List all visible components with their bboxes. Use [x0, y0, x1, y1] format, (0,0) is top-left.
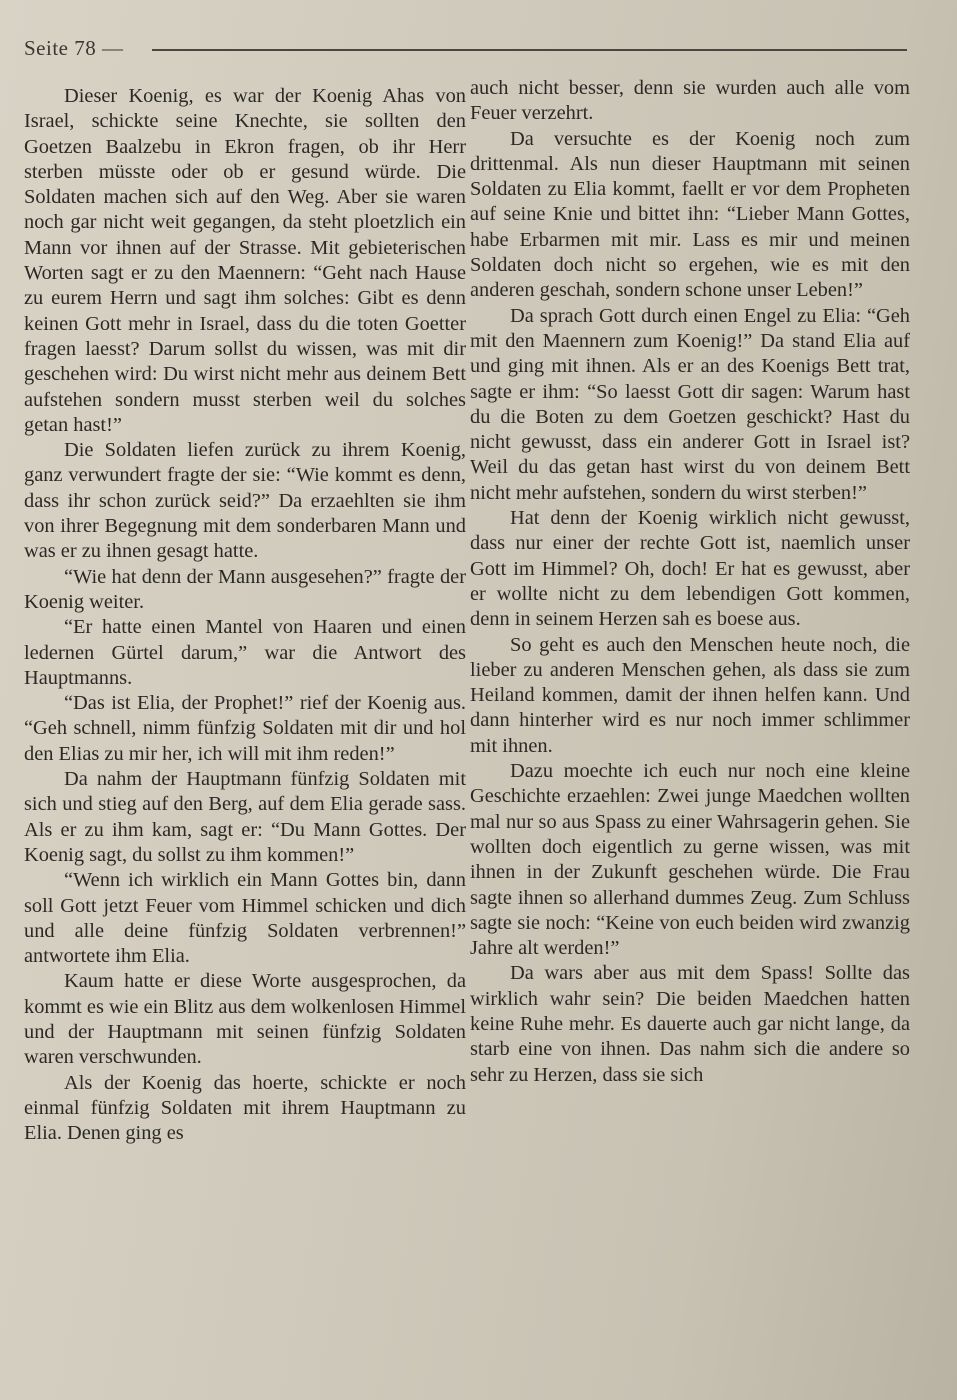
paragraph: Da versuchte es der Koenig noch zum drittenmal. Als nun dieser Hauptmann mit seinen Soldaten zu Elia kommt, faellt er vor dem Propheten auf seine Knie und bittet ihn: “Lieber Mann Gottes, habe Erbarmen mit mir. Lass es mir und meinen Soldaten doch nicht so ergehen, wie es mit den anderen geschah, sondern schone unser Leben!” [470, 127, 910, 302]
paragraph: Dieser Koenig, es war der Koenig Ahas von Israel, schickte seine Knechte, sie sollten den Goetzen Baalzebu in Ekron fragen, ob ihr Herr sterben müsste oder ob er gesund würde. Die Soldaten machen sich auf den Weg. Aber sie waren noch gar nicht weit gegangen, da steht ploetzlich ein Mann vor ihnen auf der Strasse. Mit gebieterischen Worten sagt er zu den Maennern: “Geht nach Hause zu eurem Herrn und sagt ihm solches: Gibt es denn keinen Gott mehr in Israel, dass du die toten Goetter fragen laesst? Darum sollst du wissen, was mit dir geschehen wird: Du wirst nicht mehr aus deinem Bett aufstehen sondern musst sterben weil du solches getan hast!” [24, 85, 466, 436]
left-column [24, 84, 466, 1146]
page-number: Seite 78 — [24, 36, 124, 60]
paragraph: “Das ist Elia, der Prophet!” rief der Koenig aus. “Geh schnell, nimm fünfzig Soldaten mit dir und hol den Elias zu mir her, ich will mit ihm reden!” [24, 692, 466, 765]
paragraph: Dazu moechte ich euch nur noch eine kleine Geschichte erzaehlen: Zwei junge Maedchen wollten mal nur so aus Spass zu einer Wahrsagerin gehen. Sie wollten doch eigentlich zu gerne wissen, was mit ihnen in der Zukunft geschehen würde. Die Frau sagte ihnen so allerhand dummes Zeug. Zum Schluss sagte sie noch: “Keine von euch beiden wird zwanzig Jahre alt werden!” [470, 760, 910, 960]
paragraph: “Er hatte einen Mantel von Haaren und einen ledernen Gürtel darum,” war die Antwort des Hauptmanns. [24, 616, 466, 689]
paragraph: Kaum hatte er diese Worte ausgesprochen, da kommt es wie ein Blitz aus dem wolkenlosen Himmel und der Hauptmann mit seinen fünfzig Soldaten waren verschwunden. [24, 970, 466, 1069]
paragraph: Da sprach Gott durch einen Engel zu Elia: “Geh mit den Maennern zum Koenig!” Da stand Elia auf und ging mit ihnen. Als er an des Koenigs Bett trat, sagte er ihm: “So laesst Gott dir sagen: Warum hast du die Boten zu dem Goetzen geschickt? Hast du nicht gewusst, dass ein anderer Gott in Israel ist? Weil du das getan hast wirst du von deinem Bett nicht mehr aufstehen, sondern du wirst sterben!” [470, 304, 910, 504]
paragraph: “Wenn ich wirklich ein Mann Gottes bin, dann soll Gott jetzt Feuer vom Himmel schicken und dich und alle deine fünfzig Soldaten verbrennen!” antwortete ihm Elia. [24, 869, 466, 968]
header-rule [152, 49, 907, 51]
paragraph: Hat denn der Koenig wirklich nicht gewusst, dass nur einer der rechte Gott ist, naemlich unser Gott im Himmel? Oh, doch! Er hat es gewusst, aber er wollte nicht zu dem lebendigen Gott kommen, denn in seinem Herzen sah es boese aus. [470, 507, 910, 631]
paragraph: “Wie hat denn der Mann ausgesehen?” fragte der Koenig weiter. [24, 565, 466, 613]
paragraph: Da nahm der Hauptmann fünfzig Soldaten mit sich und stieg auf den Berg, auf dem Elia gerade sass. Als er zu ihm kam, sagt er: “Du Mann Gottes. Der Koenig sagt, du sollst zu ihm kommen!” [24, 768, 466, 866]
right-column [470, 76, 910, 1088]
page-header [24, 36, 884, 64]
paragraph: auch nicht besser, denn sie wurden auch alle vom Feuer verzehrt. [470, 77, 910, 125]
paragraph: So geht es auch den Menschen heute noch, die lieber zu anderen Menschen gehen, als dass sie zum Heiland kommen, damit der ihnen helfen kann. Und dann hinterher wird es nur noch immer schlimmer mit ihnen. [470, 633, 910, 757]
paragraph: Da wars aber aus mit dem Spass! Sollte das wirklich wahr sein? Die beiden Maedchen hatten keine Ruhe mehr. Es dauerte auch gar nicht lange, da starb eine von ihnen. Das nahm sich die andere so sehr zu Herzen, dass sie sich [470, 962, 910, 1086]
paragraph: Die Soldaten liefen zurück zu ihrem Koenig, ganz verwundert fragte der sie: “Wie kommt es denn, dass ihr schon zurück seid?” Da erzaehlten sie ihm von ihrer Begegnung mit dem sonderbaren Mann und was er zu ihnen gesagt hatte. [24, 439, 466, 563]
paragraph: Als der Koenig das hoerte, schickte er noch einmal fünfzig Soldaten mit ihrem Hauptmann zu Elia. Denen ging es [24, 1071, 466, 1145]
